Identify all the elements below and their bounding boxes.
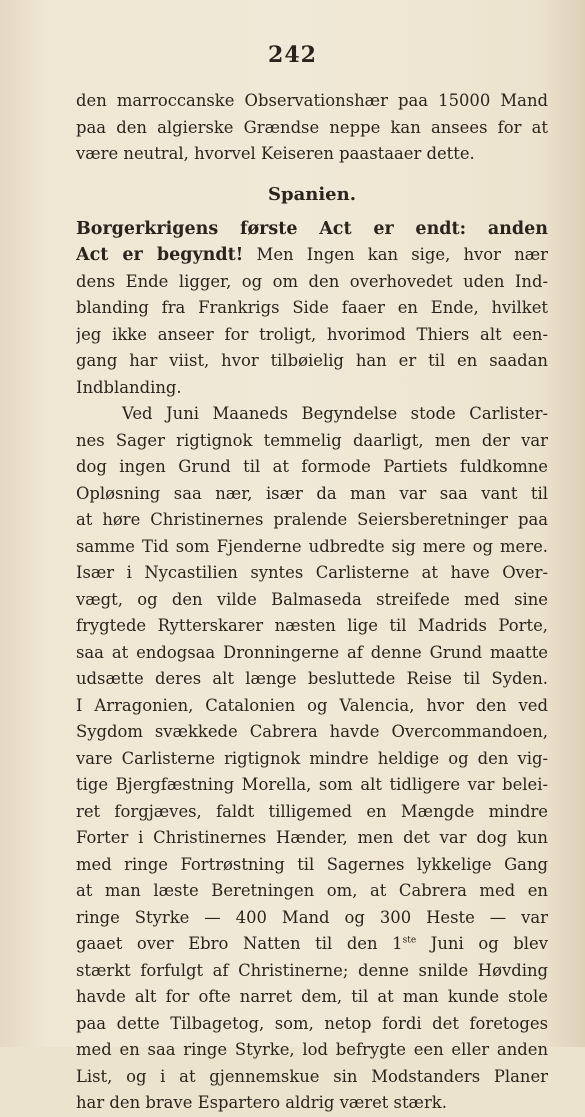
text-line: stærkt forfulgt af Christinerne; denne snilde Høvding [76,960,548,980]
text-line: dog ingen Grund til at formode Partiets fuldkomne [76,457,548,476]
text-line: med en saa ringe Styrke, lod befrygte een eller anden [76,1040,548,1059]
text-line: den marroccanske Observationshær paa 15000 Mand [76,91,548,110]
text-line: saa at endogsaa Dronningerne af denne Grund maatte [76,642,548,662]
text-line: Sygdom svækkede Cabrera havde Overcommandoen, [76,722,548,741]
subhead-line [76,242,548,269]
text-line: frygtede Rytterskarer næsten lige til Madrids Porte, [76,616,548,635]
paragraph [76,401,548,931]
text-line: være neutral, hvorvel Keiseren paastaaer dette. [76,144,475,163]
text-line: blanding fra Frankrigs Side faaer en Ende, hvilket [76,298,548,317]
text-line: ret forgjæves, faldt tilligemed en Mængde mindre [76,801,548,821]
text-line: vare Carlisterne rigtignok mindre heldige og den vig- [76,748,548,768]
text-line: paa dette Tilbagetog, som, netop fordi det foretoges [76,1013,548,1033]
text-line: med ringe Fortrøstning til Sagernes lykkelige Gang [76,854,548,874]
text-line: ringe Styrke — 400 Mand og 300 Heste — var [76,907,548,927]
text-line: Forter i Christinernes Hænder, men det var dog kun [76,828,548,847]
page-text [76,88,548,1117]
text-line: jeg ikke anseer for troligt, hvorimod Thiers alt een- [76,324,548,344]
text-line: havde alt for ofte narret dem, til at man kunde stole [76,987,548,1006]
body-text: Men Ingen kan sige, hvor nær [243,245,548,264]
paragraph [76,269,548,402]
text-line: gang har viist, hvor tilbøielig han er til en saadan [76,351,548,370]
text-line [76,931,548,958]
subhead-text: Act er begyndt! [76,245,244,265]
text-line: at høre Christinernes pralende Seiersberetninger paa [76,510,548,529]
page-number: 242 [268,42,317,68]
subhead-text: Borgerkrigens første Act er endt: anden [76,218,548,239]
paragraph-continued [76,958,548,1117]
body-text: gaaet over Ebro Natten til den 1 [76,934,403,953]
text-line: nes Sager rigtignok temmelig daarligt, men der var [76,430,548,450]
section-title: Spanien. [268,183,356,205]
text-line: Indblanding. [76,377,182,397]
text-line: List, og i at gjennemskue sin Modstanders Planer [76,1066,548,1086]
text-line: vægt, og den vilde Balmaseda streifede med sine [76,589,548,609]
text-line: Opløsning saa nær, især da man var saa vant til [76,483,548,503]
text-line: I Arragonien, Catalonien og Valencia, hvor den ved [76,695,548,715]
text-line: at man læste Beretningen om, at Cabrera med en [76,881,548,900]
text-line: udsætte deres alt længe besluttede Reise til Syden. [76,669,548,688]
text-line: har den brave Espartero aldrig været stærk. [76,1093,447,1112]
intro-paragraph [76,88,548,168]
text-line: dens Ende ligger, og om den overhovedet uden Ind- [76,271,548,291]
text-line: paa den algierske Grændse neppe kan ansees for at [76,117,548,137]
subhead-line [76,216,548,243]
body-text: Juni og blev [416,934,548,953]
text-line: Ved Juni Maaneds Begyndelse stode Carlister- [122,404,548,423]
text-line: tige Bjergfæstning Morella, som alt tidligere var belei- [76,775,548,794]
text-line: Især i Nycastilien syntes Carlisterne at have Over- [76,563,548,582]
text-line: samme Tid som Fjenderne udbredte sig mere og mere. [76,536,548,556]
superscript: ste [402,935,417,946]
